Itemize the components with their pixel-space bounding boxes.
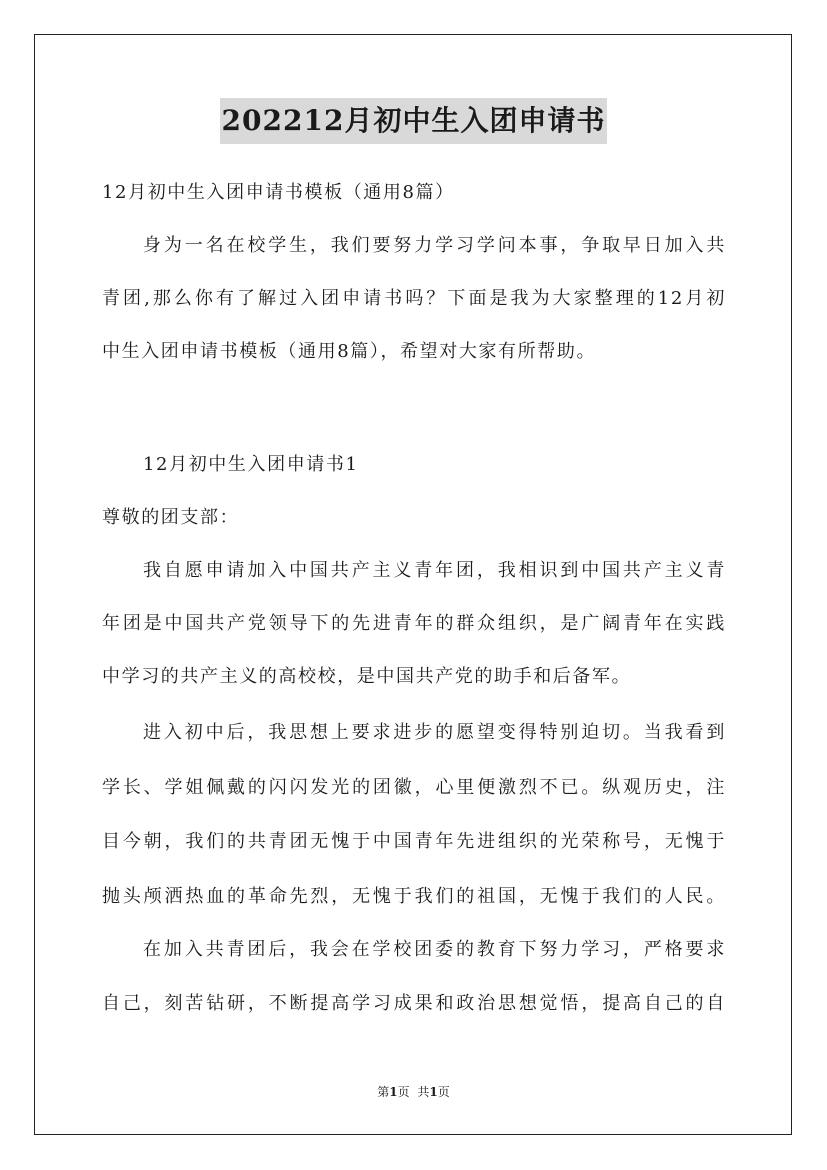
paragraph1-line-2: 年团是中国共产党领导下的先进青年的群众组织，是广阔青年在实践 <box>102 613 726 634</box>
paragraph1-line-1: 我自愿申请加入中国共产主义青年团，我相识到中国共产主义青 <box>143 560 726 581</box>
paragraph3-line-1: 在加入共青团后，我会在学校团委的教育下努力学习，严格要求 <box>143 939 726 960</box>
paragraph2-line-4: 抛头颅洒热血的革命先烈，无愧于我们的祖国，无愧于我们的人民。 <box>102 886 726 907</box>
title-container <box>0 98 827 144</box>
paragraph2-line-3: 目今朝，我们的共青团无愧于中国青年先进组织的光荣称号，无愧于 <box>102 831 726 852</box>
salutation: 尊敬的团支部： <box>102 507 240 528</box>
paragraph2-line-1: 进入初中后，我思想上要求进步的愿望变得特别迫切。当我看到 <box>143 722 726 743</box>
document-title: 202212月初中生入团申请书 <box>220 98 608 144</box>
paragraph1-line-3: 中学习的共产主义的高校校，是中国共产党的助手和后备军。 <box>102 666 632 687</box>
intro-line-2: 青团,那么你有了解过入团申请书吗？下面是我为大家整理的12月初 <box>102 288 726 309</box>
paragraph2-line-2: 学长、学姐佩戴的闪闪发光的团徽，心里便激烈不已。纵观历史，注 <box>102 777 726 798</box>
footer-page-word: 页 <box>397 1085 410 1099</box>
footer-total-suffix: 页 <box>437 1085 450 1099</box>
intro-line-1: 身为一名在校学生，我们要努力学习学问本事，争取早日加入共 <box>143 235 726 256</box>
footer-total-prefix: 共 <box>417 1085 430 1099</box>
paragraph3-line-2: 自己，刻苦钻研，不断提高学习成果和政治思想觉悟，提高自己的自 <box>102 993 726 1014</box>
intro-line-3: 中生入团申请书模板（通用8篇），希望对大家有所帮助。 <box>102 341 597 362</box>
section-heading: 12月初中生入团申请书1 <box>143 454 359 475</box>
document-subtitle: 12月初中生入团申请书模板（通用8篇） <box>102 182 455 203</box>
footer-total-pages: 1 <box>429 1085 438 1099</box>
page-footer <box>0 1082 827 1102</box>
footer-current-page: 1 <box>389 1085 398 1099</box>
footer-prefix: 第 <box>377 1085 390 1099</box>
